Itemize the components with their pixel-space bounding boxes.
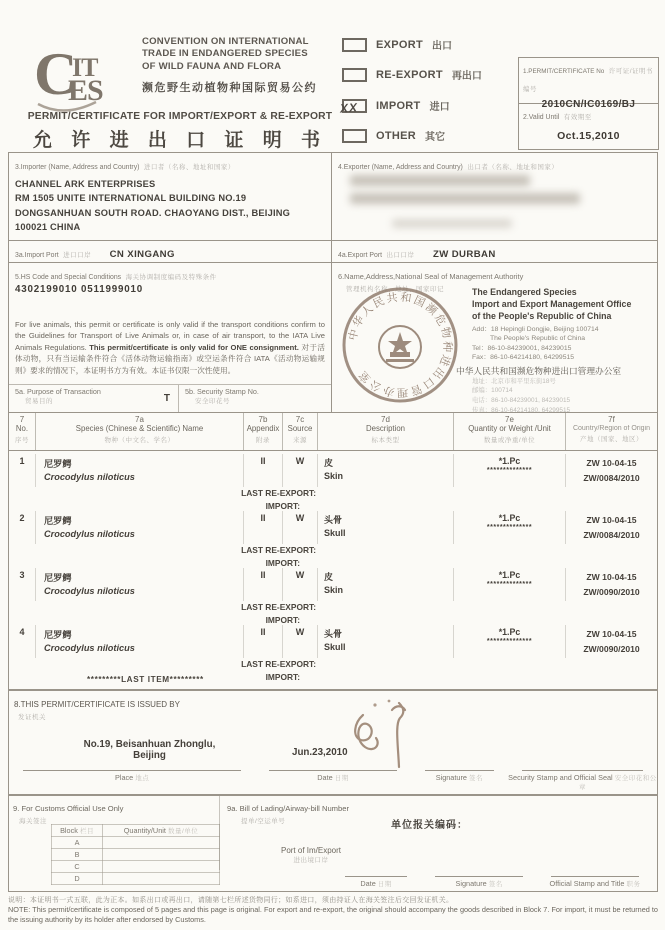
col-no-en: No.: [15, 424, 29, 433]
cites-logo: [34, 32, 138, 120]
permit-certificate-line: PERMIT/CERTIFICATE FOR IMPORT/EXPORT & RE-EXPORT: [27, 111, 333, 122]
purpose-row: [9, 384, 331, 412]
row4-no: 4: [9, 625, 36, 658]
security-stamp-no-label: 5b. Security Stamp No.: [185, 387, 259, 396]
customs-label: 9. For Customs Official Use Only: [13, 804, 124, 813]
importer-address-3: 100021 CHINA: [15, 222, 81, 233]
place-label: Place: [114, 773, 134, 782]
export-port-value: ZW DURBAN: [432, 249, 496, 260]
importer-address-1: RM 1505 UNITE INTERNATIONAL BUILDING NO.19: [15, 193, 247, 204]
row1-qty-stars: **************: [486, 467, 533, 474]
authority-text-block: [456, 287, 654, 415]
row4-appendix: II: [244, 625, 283, 658]
block-b-qty: [103, 849, 220, 861]
security-seal-label-cn: 安全印花和公章: [578, 775, 657, 791]
issued-place-line2: Beijing: [133, 750, 166, 761]
valid-until-label: 2.Valid Until: [523, 114, 560, 121]
block-d-qty: [103, 873, 220, 885]
block-a-qty: [103, 837, 220, 849]
import-label: IMPORT: [376, 99, 421, 112]
bol-label: 9a. Bill of Lading/Airway-bill Number: [227, 804, 349, 813]
row3-origin-permit: ZW/0090/2010: [583, 586, 640, 597]
purpose-label: 5a. Purpose of Transaction: [15, 387, 101, 396]
last-item-marker: *********LAST ITEM*********: [87, 675, 204, 684]
row2-qty-stars: **************: [486, 524, 533, 531]
species-table: [8, 412, 658, 690]
row2-desc-en: Skull: [324, 528, 346, 538]
svg-text:中华人民共和国濒危物种进出口管理办公室: 中华人民共和国濒危物种进出口管理办公室: [346, 291, 454, 399]
customs-label-cn: 海关签注: [19, 818, 47, 825]
export-port-label: 4a.Export Port: [338, 252, 383, 259]
row1-desc-cn: 皮: [324, 458, 334, 468]
import-port-label: 3a.Import Port: [15, 252, 59, 259]
signature-label: Signature: [435, 773, 467, 782]
hs-code-label-cn: 海关协调制度编码及特殊条件: [125, 274, 217, 281]
block-header-cn: 栏目: [79, 828, 94, 835]
row2-import-label: IMPORT:: [265, 558, 300, 569]
col-description-cn: 标本类型: [371, 436, 400, 444]
row1-source: W: [283, 454, 318, 487]
import-port-box: [8, 240, 332, 263]
row1-origin-date: ZW 10-04-15: [586, 458, 637, 468]
issued-date-value: Jun.23,2010: [292, 747, 348, 758]
col-quantity-cn: 数量或净重/单位: [483, 436, 536, 444]
row2-desc-cn: 头骨: [324, 515, 343, 525]
export-label-cn: 出口: [432, 41, 453, 52]
footer-note-en: NOTE: This permit/certificate is composed of 5 pages and this page is original. For export and re-export, the original should accompany the goods described in Block 7. For import, it must be returned to the issuing authority by its holder after endorsed by Customs.: [8, 905, 658, 924]
convention-title: [142, 36, 340, 95]
row2-qty: *1.Pc: [498, 513, 521, 523]
row2-species-cn: 尼罗鳄: [44, 516, 72, 526]
other-checkbox: [342, 129, 367, 143]
row3-no: 3: [9, 568, 36, 601]
export-checkbox: [342, 38, 367, 52]
col-origin-cn: 产地（国家、地区）: [580, 436, 643, 444]
row2-origin-date: ZW 10-04-15: [586, 515, 637, 525]
other-label: OTHER: [376, 129, 416, 142]
convention-line-3: OF WILD FAUNA AND FLORA: [142, 60, 282, 72]
authority-addr-cn-1: 地址：北京市和平里东街18号: [472, 377, 556, 385]
valid-until-value: Oct.15,2010: [557, 130, 620, 142]
authority-tel: Tel：86-10-84239001, 84239015: [472, 344, 572, 352]
col-species-code: 7a: [135, 415, 144, 424]
col-species-cn: 物种（中文名、学名）: [104, 436, 175, 444]
other-label-cn: 其它: [425, 132, 445, 143]
svg-text:C: C: [34, 41, 78, 107]
col-description-code: 7d: [381, 415, 390, 424]
block-b: B: [52, 849, 103, 861]
species-table-header: [9, 413, 657, 451]
hs-code-label: 5.HS Code and Special Conditions: [15, 274, 122, 281]
issued-signature-row: [9, 770, 657, 791]
row3-qty-stars: **************: [486, 581, 533, 588]
row1-appendix: II: [244, 454, 283, 487]
row2-last-re-export-label: LAST RE-EXPORT:: [241, 545, 316, 555]
block-c-qty: [103, 861, 220, 873]
row1-qty: *1.Pc: [498, 456, 521, 466]
export-port-box: [331, 240, 658, 263]
importer-name: CHANNEL ARK ENTERPRISES: [15, 179, 156, 189]
row4-qty: *1.Pc: [498, 627, 521, 637]
date-label: Date: [317, 773, 333, 782]
re-export-checkbox: [342, 68, 367, 82]
row3-desc-cn: 皮: [324, 572, 334, 582]
customs-signature-label: Signature: [455, 879, 487, 888]
customs-signature-label-cn: 签名: [488, 881, 503, 888]
importer-label: 3.Importer (Name, Address and Country): [15, 164, 140, 171]
checkbox-row-other: [342, 128, 445, 143]
row4-import-label: IMPORT:: [265, 672, 300, 683]
block-header: Block: [60, 826, 78, 835]
re-export-label: RE-EXPORT: [376, 68, 443, 81]
handwritten-signature: [345, 695, 449, 777]
import-label-cn: 进口: [429, 102, 450, 113]
exporter-label: 4.Exporter (Name, Address and Country): [338, 164, 463, 171]
issued-by-box: [8, 690, 658, 795]
authority-name-3: of the People's Republic of China: [472, 310, 612, 321]
exporter-redacted-line-1: [350, 175, 530, 186]
qty-unit-header-cn: 数量/单位: [167, 828, 199, 835]
col-source-code: 7c: [295, 415, 305, 424]
col-appendix-cn: 附录: [256, 436, 270, 444]
col-origin-code: 7f: [608, 415, 615, 424]
permit-number-box: [518, 57, 659, 150]
row3-species-sci: Crocodylus niloticus: [44, 586, 135, 596]
col-no-cn: 序号: [15, 436, 29, 444]
row2-origin-permit: ZW/0084/2010: [583, 529, 640, 540]
export-label: EXPORT: [376, 38, 424, 51]
note-en: For live animals, this permit or certificate is only valid if the transport conditions confirm to the Guidelines for Transport of Live Animals or, in case of air transport, to the IATA Live Animals Regulations.: [15, 320, 325, 352]
exporter-label-cn: 出口者（名称、地址和国家）: [467, 164, 559, 171]
authority-addr-cn-3: 电话：86-10-84239001, 84239015: [472, 396, 571, 404]
authority-name-1: The Endangered Species: [472, 287, 577, 297]
col-quantity-code: 7e: [505, 415, 514, 424]
row1-no: 1: [9, 454, 36, 487]
row4-desc-en: Skull: [324, 642, 346, 652]
issued-place-line1: No.19, Beisanhuan Zhonglu,: [83, 739, 216, 750]
authority-office-cn: 中华人民共和国濒危物种进出口管理办公室: [456, 365, 622, 376]
checkbox-row-re-export: [342, 67, 482, 82]
col-appendix-en: Appendix: [246, 424, 280, 433]
block-d: D: [52, 873, 103, 885]
import-check-mark: XX: [339, 100, 359, 116]
col-species-en: Species (Chinese & Scientific) Name: [75, 424, 204, 433]
row4-qty-stars: **************: [486, 638, 533, 645]
hs-code-box: [8, 262, 332, 413]
valid-until-label-cn: 有效期至: [563, 114, 592, 121]
purpose-value: T: [163, 393, 170, 404]
row4-species-sci: Crocodylus niloticus: [44, 643, 135, 653]
purpose-label-cn: 贸易目的: [25, 398, 53, 405]
date-label-cn: 日期: [334, 775, 349, 782]
port-im-export-label-cn: 进出境口岸: [293, 857, 329, 864]
checkbox-row-export: [342, 37, 452, 52]
permit-title-cn: 允 许 进 出 口 证 明 书: [33, 130, 327, 151]
customs-block-table: [51, 824, 220, 885]
signature-label-cn: 签名: [468, 775, 483, 782]
table-row: [9, 451, 657, 512]
authority-name-2: Import and Export Management Office: [472, 298, 632, 309]
authority-address-1: Add：18 Hepingli Dongjie, Beijing 100714: [472, 325, 599, 333]
exporter-redacted-line-3: [392, 219, 512, 228]
col-source-cn: 来源: [293, 436, 307, 444]
col-quantity-en: Quantity or Weight /Unit: [468, 424, 551, 433]
row4-species-cn: 尼罗鳄: [44, 630, 72, 640]
authority-box: [331, 262, 658, 413]
col-appendix-code: 7b: [258, 415, 268, 424]
row2-source: W: [283, 511, 318, 544]
col-source-en: Source: [287, 424, 313, 433]
row4-desc-cn: 头骨: [324, 629, 343, 639]
bol-label-cn: 提单/空运单号: [241, 818, 286, 825]
row1-import-label: IMPORT:: [265, 501, 300, 512]
block-c: C: [52, 861, 103, 873]
importer-address-2: DONGSANHUAN SOUTH ROAD. CHAOYANG DIST., BEIJING: [15, 207, 291, 218]
importer-label-cn: 进口者（名称、地址和国家）: [143, 164, 235, 171]
row2-species-sci: Crocodylus niloticus: [44, 529, 135, 539]
row4-last-re-export-label: LAST RE-EXPORT:: [241, 659, 316, 669]
port-im-export-label: Port of Im/Export: [280, 846, 342, 855]
row2-no: 2: [9, 511, 36, 544]
authority-fax: Fax：86-10-64214180, 64299515: [472, 354, 575, 362]
importer-box: [8, 152, 332, 241]
permit-no-label: 1.PERMIT/CERTIFICATE No: [523, 68, 605, 75]
security-seal-label: Security Stamp and Official Seal: [508, 773, 613, 782]
issued-by-label: 8.THIS PERMIT/CERTIFICATE IS ISSUED BY: [14, 700, 180, 709]
transport-conditions-note: [15, 319, 325, 376]
official-stamp-label: Official Stamp and Title: [549, 879, 625, 888]
row3-appendix: II: [244, 568, 283, 601]
row3-last-re-export-label: LAST RE-EXPORT:: [241, 602, 316, 612]
row1-desc-en: Skin: [324, 471, 344, 481]
exporter-box: [331, 152, 658, 241]
row1-origin-permit: ZW/0084/2010: [583, 472, 640, 483]
declare-code-label: 单位报关编码：: [391, 820, 468, 831]
security-stamp-no-label-cn: 安全印花号: [195, 398, 230, 405]
convention-line-1: CONVENTION ON INTERNATIONAL: [142, 36, 309, 47]
table-row: [9, 508, 657, 569]
customs-date-label: Date: [360, 879, 376, 888]
col-description-en: Description: [366, 424, 405, 433]
row4-origin-date: ZW 10-04-15: [586, 629, 637, 639]
re-export-label-cn: 再出口: [451, 71, 482, 82]
authority-address-2: The People's Republic of China: [490, 335, 586, 343]
hs-code-values: 4302199010 0511999010: [15, 284, 143, 295]
block-a: A: [52, 837, 103, 849]
table-row: [9, 565, 657, 626]
row3-qty: *1.Pc: [498, 570, 521, 580]
svg-text:ES: ES: [68, 74, 103, 107]
row4-origin-permit: ZW/0090/2010: [583, 643, 640, 654]
authority-label: 6.Name,Address,National Seal of Management Authority: [338, 272, 524, 281]
svg-text:IT: IT: [72, 53, 98, 82]
authority-addr-cn-2: 邮编：100714: [472, 387, 513, 395]
footer-note-cn: 说明：本证明书一式五联，此为正本。如系出口或再出口，请随第七栏所述货物同行；如系进口，须由持证人在海关签注后交回发证机关。: [8, 897, 454, 904]
row2-appendix: II: [244, 511, 283, 544]
row3-species-cn: 尼罗鳄: [44, 573, 72, 583]
qty-unit-header: Quantity/Unit: [123, 826, 166, 835]
note-cn: 对于活体动物，只有当运输条件符合《活体动物运输指南》或空运条件符合 IATA《活动物运输规则》要求的情况下，本证明书方为有效。本证书仅限一次性使用。: [15, 342, 325, 375]
official-stamp-label-cn: 职务: [626, 881, 641, 888]
import-port-value: CN XINGANG: [109, 249, 175, 260]
col-origin-en: Country/Region of Origin: [572, 425, 651, 432]
row3-import-label: IMPORT:: [265, 615, 300, 626]
row3-source: W: [283, 568, 318, 601]
authority-label-cn: 管理机构名称、地址、国家印记: [346, 286, 444, 293]
place-label-cn: 地点: [135, 775, 150, 782]
export-port-label-cn: 出口口岸: [386, 252, 415, 259]
permit-no-value: 2010CN/IC0169/BJ: [541, 99, 636, 110]
issued-by-label-cn: 发证机关: [18, 714, 46, 721]
row4-source: W: [283, 625, 318, 658]
issued-place-value: [47, 739, 252, 761]
footer-notes: [8, 895, 658, 925]
row1-species-cn: 尼罗鳄: [44, 459, 72, 469]
authority-official-seal: [340, 285, 460, 405]
convention-line-2: TRADE IN ENDANGERED SPECIES: [142, 48, 308, 60]
customs-signature-row: [331, 876, 653, 888]
row3-desc-en: Skin: [324, 585, 344, 595]
row1-last-re-export-label: LAST RE-EXPORT:: [241, 488, 316, 498]
exporter-redacted-line-2: [350, 193, 580, 204]
convention-title-cn: 濒危野生动植物种国际贸易公约: [142, 82, 317, 95]
row1-species-sci: Crocodylus niloticus: [44, 472, 135, 482]
customs-date-label-cn: 日期: [377, 881, 392, 888]
col-no-code: 7: [19, 415, 25, 424]
import-port-label-cn: 进口口岸: [63, 252, 92, 259]
permit-no-label-cn: 许可证/证明书编号: [523, 68, 654, 93]
authority-addr-cn-4: 传真：86-10-64214180, 64299515: [472, 406, 571, 414]
customs-divider: [219, 796, 220, 870]
row3-origin-date: ZW 10-04-15: [586, 572, 637, 582]
note-en-bold: This permit/certificate is only valid for ONE consignment.: [89, 342, 299, 352]
customs-box: [8, 795, 658, 892]
